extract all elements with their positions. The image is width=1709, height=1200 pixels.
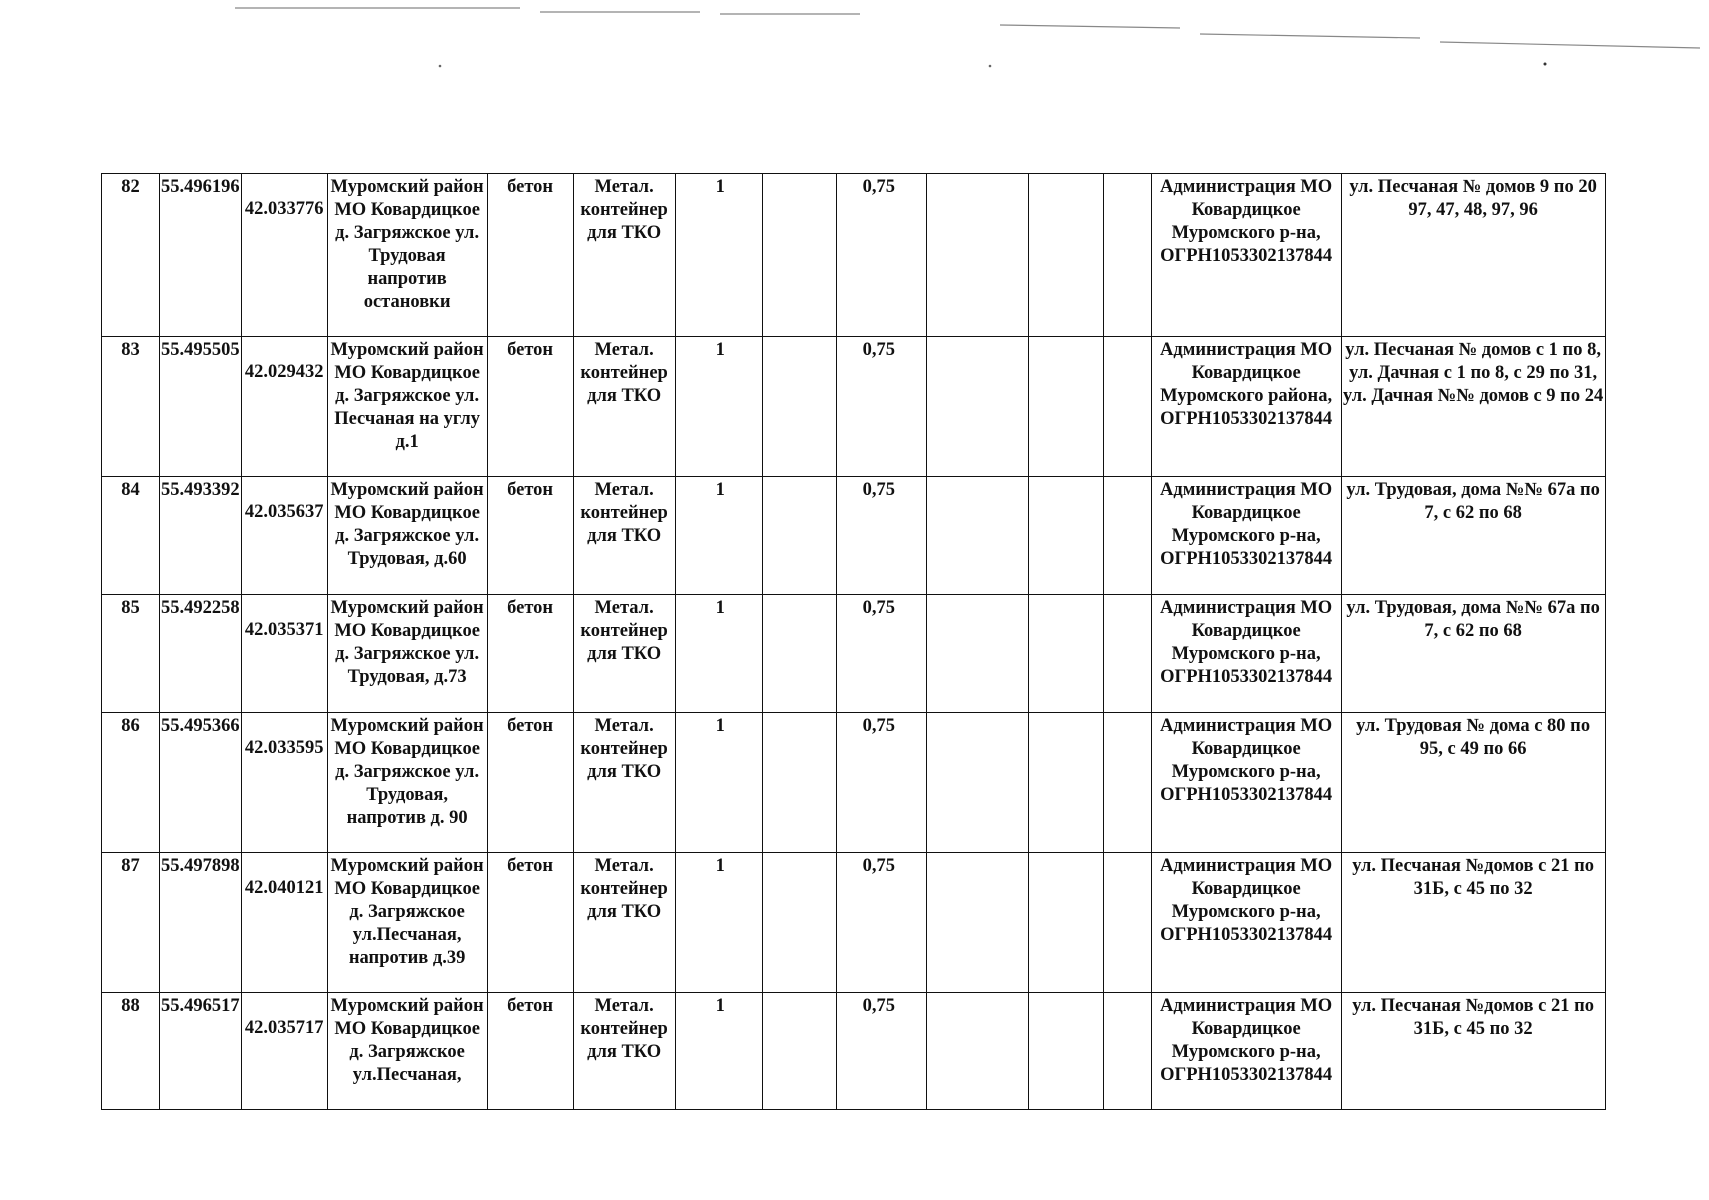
empty-cell bbox=[1103, 853, 1151, 993]
longitude-cell: 42.029432 bbox=[241, 337, 327, 477]
latitude-cell: 55.493392 bbox=[160, 477, 242, 595]
empty-cell bbox=[1103, 174, 1151, 337]
waste-sites-table bbox=[101, 173, 1606, 1110]
empty-cell bbox=[762, 174, 836, 337]
container-type-cell: Метал. контейнер для ТКО bbox=[573, 713, 675, 853]
table-row bbox=[102, 993, 1606, 1110]
empty-cell bbox=[926, 174, 1028, 337]
latitude-cell: 55.495366 bbox=[160, 713, 242, 853]
container-volume-cell: 0,75 bbox=[836, 713, 926, 853]
container-count-cell: 1 bbox=[675, 174, 762, 337]
table-body bbox=[102, 174, 1606, 1110]
empty-cell bbox=[1103, 713, 1151, 853]
empty-cell bbox=[1103, 477, 1151, 595]
container-count-cell: 1 bbox=[675, 337, 762, 477]
container-volume-cell: 0,75 bbox=[836, 477, 926, 595]
container-count-cell: 1 bbox=[675, 713, 762, 853]
container-count-cell: 1 bbox=[675, 853, 762, 993]
surface-cell: бетон bbox=[487, 595, 573, 713]
container-type-cell: Метал. контейнер для ТКО bbox=[573, 595, 675, 713]
empty-cell bbox=[1028, 713, 1103, 853]
empty-cell bbox=[762, 595, 836, 713]
address-cell: Муромский район МО Ковардицкое д. Загряжское ул. Трудовая, д.60 bbox=[327, 477, 487, 595]
row-number: 87 bbox=[102, 853, 160, 993]
latitude-cell: 55.496196 bbox=[160, 174, 242, 337]
container-volume-cell: 0,75 bbox=[836, 993, 926, 1110]
row-number: 88 bbox=[102, 993, 160, 1110]
empty-cell bbox=[926, 337, 1028, 477]
row-number: 83 bbox=[102, 337, 160, 477]
surface-cell: бетон bbox=[487, 713, 573, 853]
surface-cell: бетон bbox=[487, 853, 573, 993]
container-count-cell: 1 bbox=[675, 477, 762, 595]
served-addresses-cell: ул. Песчаная №домов с 21 по 31Б, с 45 по 32 bbox=[1341, 993, 1605, 1110]
served-addresses-cell: ул. Песчаная №домов с 21 по 31Б, с 45 по 32 bbox=[1341, 853, 1605, 993]
surface-cell: бетон bbox=[487, 993, 573, 1110]
served-addresses-cell: ул. Песчаная № домов 9 по 20 97, 47, 48, 97, 96 bbox=[1341, 174, 1605, 337]
served-addresses-cell: ул. Трудовая, дома №№ 67а по 7, с 62 по 68 bbox=[1341, 477, 1605, 595]
longitude-cell: 42.035717 bbox=[241, 993, 327, 1110]
empty-cell bbox=[1028, 477, 1103, 595]
longitude-cell: 42.040121 bbox=[241, 853, 327, 993]
table-row bbox=[102, 713, 1606, 853]
table-row bbox=[102, 853, 1606, 993]
empty-cell bbox=[1028, 174, 1103, 337]
owner-cell: Администрация МО Ковардицкое Муромского р-на, ОГРН1053302137844 bbox=[1151, 595, 1341, 713]
empty-cell bbox=[926, 477, 1028, 595]
longitude-cell: 42.035637 bbox=[241, 477, 327, 595]
empty-cell bbox=[926, 713, 1028, 853]
container-volume-cell: 0,75 bbox=[836, 337, 926, 477]
container-volume-cell: 0,75 bbox=[836, 174, 926, 337]
empty-cell bbox=[926, 993, 1028, 1110]
served-addresses-cell: ул. Трудовая № дома с 80 по 95, с 49 по 66 bbox=[1341, 713, 1605, 853]
scan-artifact-lines bbox=[0, 0, 1709, 110]
surface-cell: бетон bbox=[487, 477, 573, 595]
address-cell: Муромский район МО Ковардицкое д. Загряжское ул. Трудовая напротив остановки bbox=[327, 174, 487, 337]
table-row bbox=[102, 477, 1606, 595]
table-row bbox=[102, 174, 1606, 337]
surface-cell: бетон bbox=[487, 174, 573, 337]
container-type-cell: Метал. контейнер для ТКО bbox=[573, 337, 675, 477]
row-number: 84 bbox=[102, 477, 160, 595]
owner-cell: Администрация МО Ковардицкое Муромского р-на, ОГРН1053302137844 bbox=[1151, 853, 1341, 993]
container-type-cell: Метал. контейнер для ТКО bbox=[573, 853, 675, 993]
empty-cell bbox=[762, 477, 836, 595]
longitude-cell: 42.033595 bbox=[241, 713, 327, 853]
owner-cell: Администрация МО Ковардицкое Муромского р-на, ОГРН1053302137844 bbox=[1151, 713, 1341, 853]
container-type-cell: Метал. контейнер для ТКО bbox=[573, 174, 675, 337]
latitude-cell: 55.495505 bbox=[160, 337, 242, 477]
latitude-cell: 55.497898 bbox=[160, 853, 242, 993]
empty-cell bbox=[1028, 853, 1103, 993]
owner-cell: Администрация МО Ковардицкое Муромского р-на, ОГРН1053302137844 bbox=[1151, 174, 1341, 337]
owner-cell: Администрация МО Ковардицкое Муромского р-на, ОГРН1053302137844 bbox=[1151, 993, 1341, 1110]
latitude-cell: 55.496517 bbox=[160, 993, 242, 1110]
container-count-cell: 1 bbox=[675, 595, 762, 713]
served-addresses-cell: ул. Песчаная № домов с 1 по 8, ул. Дачная с 1 по 8, с 29 по 31, ул. Дачная №№ домов с 9 по 24 bbox=[1341, 337, 1605, 477]
empty-cell bbox=[762, 713, 836, 853]
address-cell: Муромский район МО Ковардицкое д. Загряжское ул.Песчаная, bbox=[327, 993, 487, 1110]
empty-cell bbox=[1103, 337, 1151, 477]
empty-cell bbox=[926, 853, 1028, 993]
table-row bbox=[102, 595, 1606, 713]
empty-cell bbox=[762, 337, 836, 477]
owner-cell: Администрация МО Ковардицкое Муромского района, ОГРН1053302137844 bbox=[1151, 337, 1341, 477]
owner-cell: Администрация МО Ковардицкое Муромского р-на, ОГРН1053302137844 bbox=[1151, 477, 1341, 595]
longitude-cell: 42.035371 bbox=[241, 595, 327, 713]
row-number: 85 bbox=[102, 595, 160, 713]
container-type-cell: Метал. контейнер для ТКО bbox=[573, 993, 675, 1110]
empty-cell bbox=[1028, 337, 1103, 477]
longitude-cell: 42.033776 bbox=[241, 174, 327, 337]
container-count-cell: 1 bbox=[675, 993, 762, 1110]
address-cell: Муромский район МО Ковардицкое д. Загряжское ул. Песчаная на углу д.1 bbox=[327, 337, 487, 477]
table-row bbox=[102, 337, 1606, 477]
empty-cell bbox=[1028, 595, 1103, 713]
empty-cell bbox=[762, 853, 836, 993]
empty-cell bbox=[1028, 993, 1103, 1110]
empty-cell bbox=[926, 595, 1028, 713]
surface-cell: бетон bbox=[487, 337, 573, 477]
container-volume-cell: 0,75 bbox=[836, 853, 926, 993]
address-cell: Муромский район МО Ковардицкое д. Загряжское ул. Трудовая, д.73 bbox=[327, 595, 487, 713]
address-cell: Муромский район МО Ковардицкое д. Загряжское ул. Трудовая, напротив д. 90 bbox=[327, 713, 487, 853]
empty-cell bbox=[1103, 993, 1151, 1110]
address-cell: Муромский район МО Ковардицкое д. Загряжское ул.Песчаная, напротив д.39 bbox=[327, 853, 487, 993]
container-type-cell: Метал. контейнер для ТКО bbox=[573, 477, 675, 595]
latitude-cell: 55.492258 bbox=[160, 595, 242, 713]
container-volume-cell: 0,75 bbox=[836, 595, 926, 713]
row-number: 82 bbox=[102, 174, 160, 337]
row-number: 86 bbox=[102, 713, 160, 853]
empty-cell bbox=[762, 993, 836, 1110]
served-addresses-cell: ул. Трудовая, дома №№ 67а по 7, с 62 по 68 bbox=[1341, 595, 1605, 713]
empty-cell bbox=[1103, 595, 1151, 713]
